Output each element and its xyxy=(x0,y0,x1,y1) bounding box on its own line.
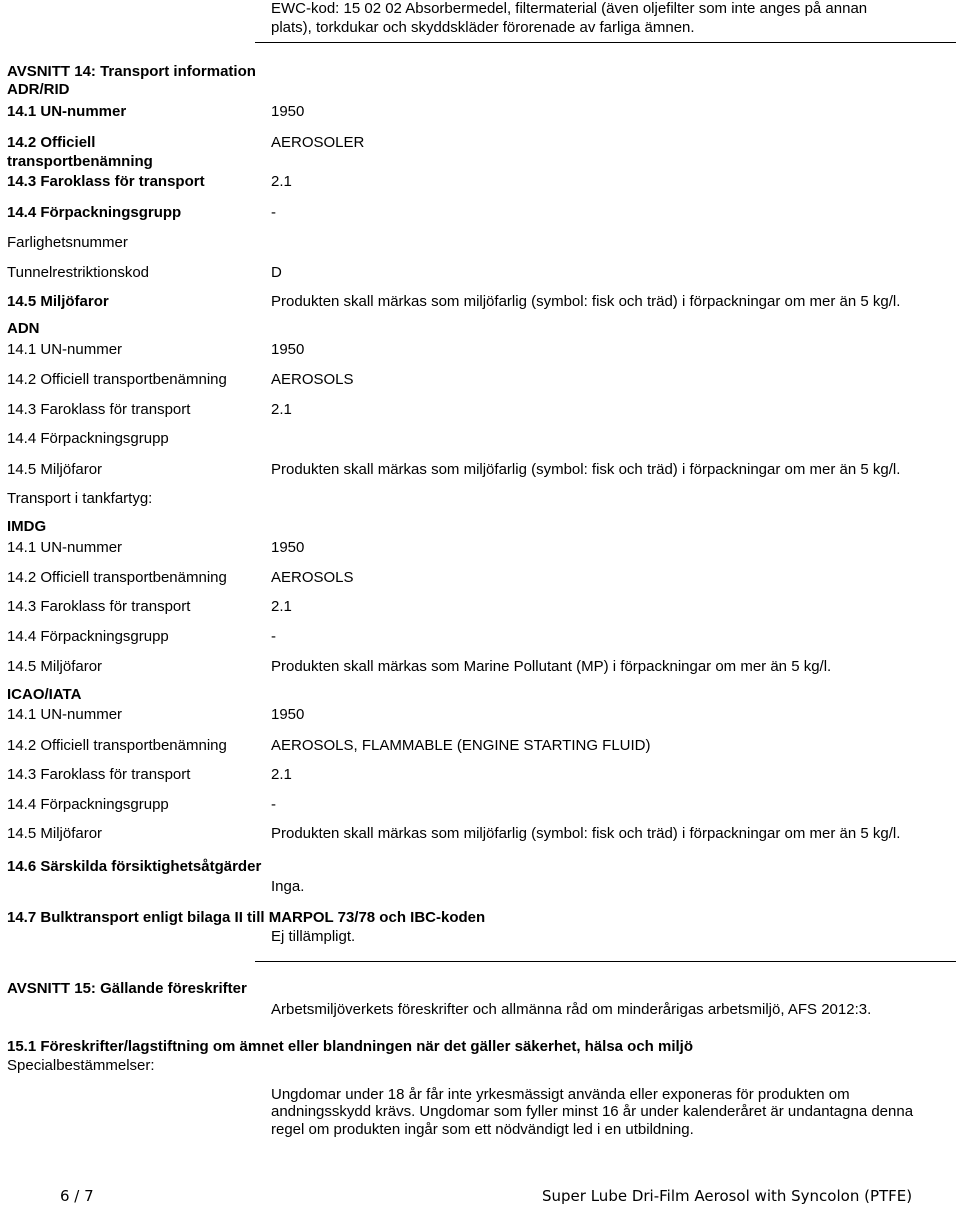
section-15-intro: Arbetsmiljöverkets föreskrifter och allmänna råd om minderårigas arbetsmiljö, AFS 2012:3. xyxy=(271,1001,872,1018)
adn-tank-label: Transport i tankfartyg: xyxy=(7,490,153,507)
adr-heading: ADR/RID xyxy=(7,81,70,98)
adr-name-label-1: 14.2 Officiell xyxy=(7,134,96,151)
special-value: Ungdomar under 18 år får inte yrkesmässigt använda eller exponeras för produkten om andningsskydd krävs. Ungdomar som fyller minst 16 år under kalenderåret är undantagna denna regel om produkten ingår som ett nödvändigt led i en utbildning. xyxy=(271,1086,914,1138)
ewc-line-1: EWC-kod: 15 02 02 Absorbermedel, filtermaterial (även oljefilter som inte anges på annan xyxy=(271,0,868,17)
adn-pack-label: 14.4 Förpackningsgrupp xyxy=(7,430,169,447)
s146-value: Inga. xyxy=(271,878,305,895)
icao-class-label: 14.3 Faroklass för transport xyxy=(7,766,191,783)
imdg-env-value: Produkten skall märkas som Marine Pollutant (MP) i förpackningar om mer än 5 kg/l. xyxy=(271,658,832,675)
section-15-title: AVSNITT 15: Gällande föreskrifter xyxy=(7,980,247,997)
adr-pack-value: - xyxy=(271,204,276,221)
imdg-env-label: 14.5 Miljöfaror xyxy=(7,658,103,675)
icao-pack-label: 14.4 Förpackningsgrupp xyxy=(7,796,169,813)
adn-name-label: 14.2 Officiell transportbenämning xyxy=(7,371,227,388)
imdg-un-label: 14.1 UN-nummer xyxy=(7,539,123,556)
imdg-heading: IMDG xyxy=(7,518,47,535)
adr-un-label: 14.1 UN-nummer xyxy=(7,103,127,120)
adr-env-value: Produkten skall märkas som miljöfarlig (symbol: fisk och träd) i förpackningar om mer än 5 kg/l. xyxy=(271,293,901,310)
imdg-name-label: 14.2 Officiell transportbenämning xyxy=(7,569,227,586)
adr-hazard-no-label: Farlighetsnummer xyxy=(7,234,128,251)
icao-env-value: Produkten skall märkas som miljöfarlig (symbol: fisk och träd) i förpackningar om mer än 5 kg/l. xyxy=(271,825,901,842)
ewc-line-2: plats), torkdukar och skyddskläder förorenade av farliga ämnen. xyxy=(271,19,695,36)
adn-un-label: 14.1 UN-nummer xyxy=(7,341,123,358)
divider xyxy=(255,42,956,43)
page-number: 6 / 7 xyxy=(60,1187,94,1205)
imdg-pack-value: - xyxy=(271,628,276,645)
special-label: Specialbestämmelser: xyxy=(7,1057,155,1074)
adr-env-label: 14.5 Miljöfaror xyxy=(7,293,109,310)
icao-heading: ICAO/IATA xyxy=(7,686,82,703)
icao-name-value: AEROSOLS, FLAMMABLE (ENGINE STARTING FLUID) xyxy=(271,737,651,754)
adr-pack-label: 14.4 Förpackningsgrupp xyxy=(7,204,182,221)
s147-value: Ej tillämpligt. xyxy=(271,928,356,945)
adr-tunnel-value: D xyxy=(271,264,282,281)
icao-un-label: 14.1 UN-nummer xyxy=(7,706,123,723)
imdg-class-value: 2.1 xyxy=(271,598,292,615)
s147-heading: 14.7 Bulktransport enligt bilaga II till MARPOL 73/78 och IBC-koden xyxy=(7,909,486,926)
adr-un-value: 1950 xyxy=(271,103,305,120)
adr-class-value: 2.1 xyxy=(271,173,292,190)
imdg-pack-label: 14.4 Förpackningsgrupp xyxy=(7,628,169,645)
icao-env-label: 14.5 Miljöfaror xyxy=(7,825,103,842)
adr-name-label-2: transportbenämning xyxy=(7,153,153,170)
s151-heading: 15.1 Föreskrifter/lagstiftning om ämnet eller blandningen när det gäller säkerhet, hälsa och miljö xyxy=(7,1038,694,1055)
icao-name-label: 14.2 Officiell transportbenämning xyxy=(7,737,227,754)
adn-env-value: Produkten skall märkas som miljöfarlig (symbol: fisk och träd) i förpackningar om mer än 5 kg/l. xyxy=(271,461,901,478)
icao-pack-value: - xyxy=(271,796,276,813)
imdg-un-value: 1950 xyxy=(271,539,305,556)
adr-name-value: AEROSOLER xyxy=(271,134,365,151)
adr-tunnel-label: Tunnelrestriktionskod xyxy=(7,264,150,281)
icao-class-value: 2.1 xyxy=(271,766,292,783)
product-name: Super Lube Dri-Film Aerosol with Syncolon (PTFE) xyxy=(542,1187,913,1205)
imdg-name-value: AEROSOLS xyxy=(271,569,354,586)
adn-class-value: 2.1 xyxy=(271,401,292,418)
adn-heading: ADN xyxy=(7,320,40,337)
divider xyxy=(255,961,956,962)
icao-un-value: 1950 xyxy=(271,706,305,723)
s146-heading: 14.6 Särskilda försiktighetsåtgärder xyxy=(7,858,262,875)
imdg-class-label: 14.3 Faroklass för transport xyxy=(7,598,191,615)
adn-un-value: 1950 xyxy=(271,341,305,358)
adn-class-label: 14.3 Faroklass för transport xyxy=(7,401,191,418)
adn-env-label: 14.5 Miljöfaror xyxy=(7,461,103,478)
section-14-title: AVSNITT 14: Transport information xyxy=(7,63,256,80)
adr-class-label: 14.3 Faroklass för transport xyxy=(7,173,205,190)
adn-name-value: AEROSOLS xyxy=(271,371,354,388)
